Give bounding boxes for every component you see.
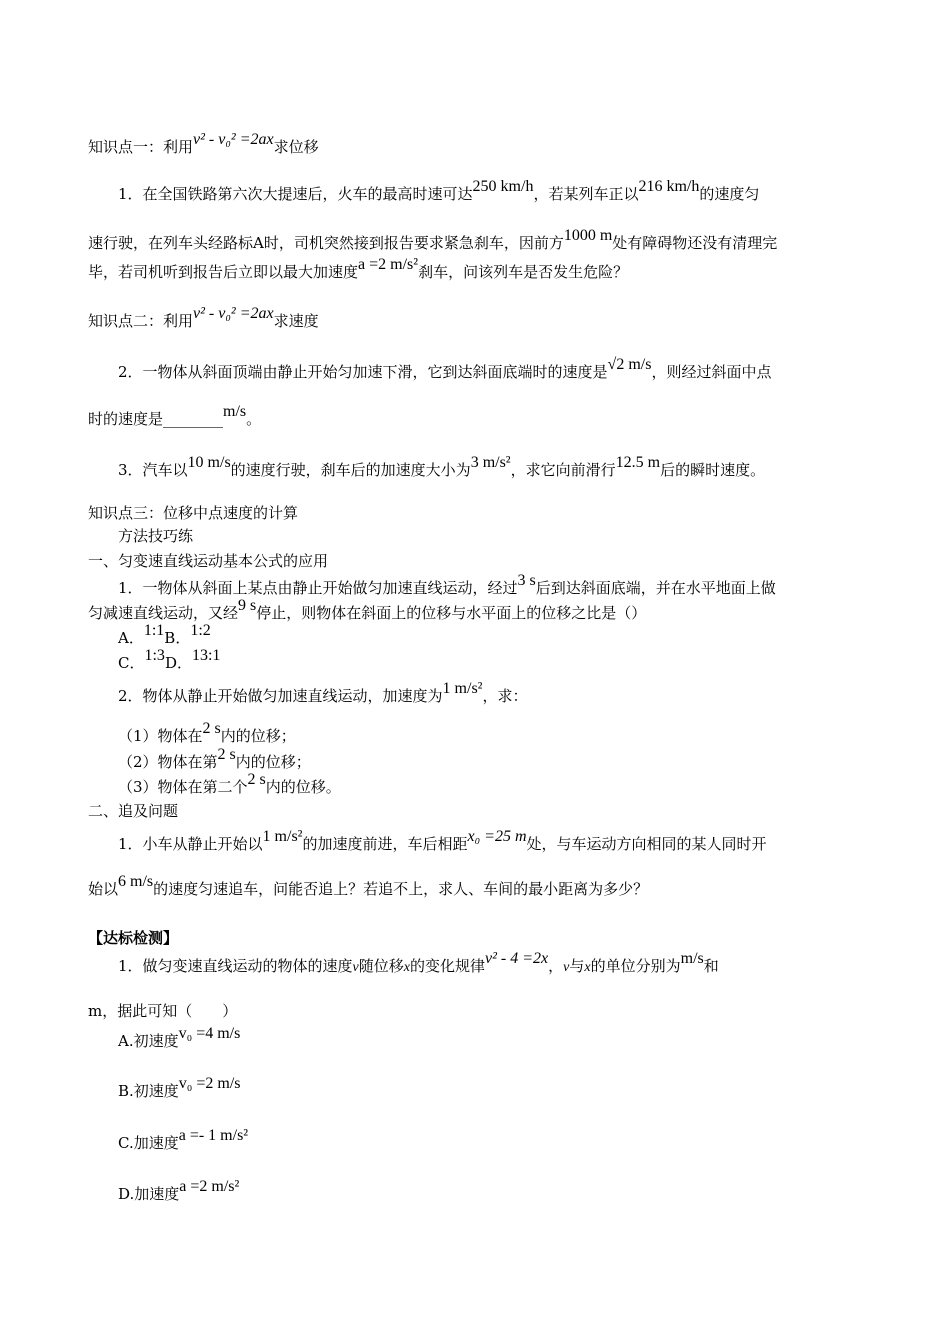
problem-2-line-1: 2．一物体从斜面顶端由静止开始匀加速下滑，它到达斜面底端时的速度是√2 m/s，则经过斜面中点 (118, 356, 772, 381)
method-1-options-ab: A．1:1B．1:2 (118, 622, 211, 647)
problem-1-line-2: 速行驶，在列车头经路标A时，司机突然接到报告要求紧急刹车，因前方1000 m处有障碍物还没有清理完 (88, 227, 778, 252)
method-1-options-cd: C．1:3D．13:1 (118, 647, 221, 672)
method-2-q1: （1）物体在2 s内的位移； (118, 720, 296, 745)
method-2-q3: （3）物体在第二个2 s内的位移。 (118, 771, 341, 796)
test-heading: 【达标检测】 (88, 929, 179, 947)
method-heading: 方法技巧练 (118, 527, 194, 545)
problem-1-line-1: 1．在全国铁路第六次大提速后，火车的最高时速可达250 km/h，若某列车正以216 km/h的速度匀 (118, 178, 760, 203)
problem-3: 3．汽车以10 m/s的速度行驶，刹车后的加速度大小为3 m/s²，求它向前滑行12.5 m后的瞬时速度。 (118, 454, 766, 479)
section-1-heading: 一、匀变速直线运动基本公式的应用 (88, 552, 329, 570)
problem-1-line-3: 毕，若司机听到报告后立即以最大加速度a =2 m/s²刹车，问该列车是否发生危险？ (88, 256, 629, 281)
method-1-line-2: 匀减速直线运动，又经9 s停止，则物体在斜面上的位移与水平面上的位移之比是（） (88, 597, 647, 622)
test-option-c: C.加速度a =- 1 m/s² (118, 1127, 249, 1152)
section-2-heading: 二、追及问题 (88, 802, 179, 820)
knowledge-point-1: 知识点一：利用v² - v₀² =2ax求位移 (88, 131, 319, 156)
method-2-q2: （2）物体在第2 s内的位移； (118, 746, 311, 771)
chase-1-line-1: 1．小车从静止开始以1 m/s²的加速度前进，车后相距x₀ =25 m处，与车运动方向相同的某人同时开 (118, 828, 767, 853)
chase-1-line-2: 始以6 m/s的速度匀速追车，问能否追上？若追不上，求人、车间的最小距离为多少？ (88, 873, 649, 898)
test-option-b: B.初速度v₀ =2 m/s (118, 1075, 241, 1100)
knowledge-point-2: 知识点二：利用v² - v₀² =2ax求速度 (88, 305, 319, 330)
test-1-line-2: m，据此可知（ ） (88, 1002, 238, 1020)
method-1-line-1: 1．一物体从斜面上某点由静止开始做匀加速直线运动，经过3 s后到达斜面底端，并在水平地面上做 (118, 572, 776, 597)
knowledge-point-3: 知识点三：位移中点速度的计算 (88, 504, 299, 522)
problem-2-line-2: 时的速度是________m/s。 (88, 403, 262, 428)
test-option-a: A.初速度v₀ =4 m/s (118, 1025, 241, 1050)
test-1-line-1: 1．做匀变速直线运动的物体的速度v随位移x的变化规律v² - 4 =2x，v与x的单位分别为m/s和 (118, 950, 719, 975)
method-2-line-1: 2．物体从静止开始做匀加速直线运动，加速度为1 m/s²，求： (118, 680, 528, 705)
formula: v² - v₀² =2ax (193, 131, 274, 148)
test-option-d: D.加速度a =2 m/s² (118, 1178, 240, 1203)
